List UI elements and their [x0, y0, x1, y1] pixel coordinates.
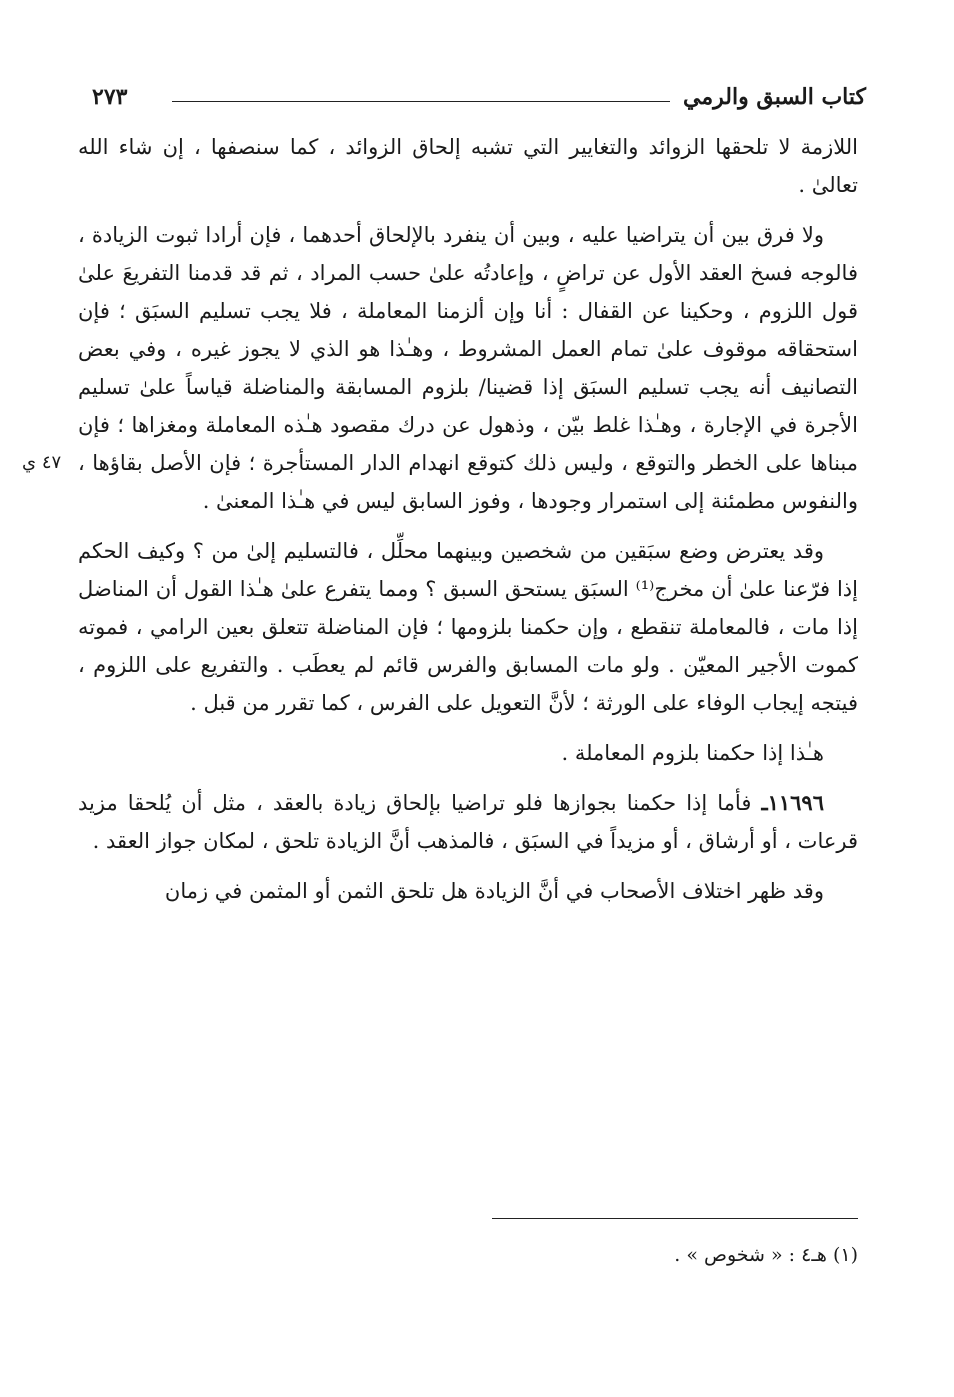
page-header: [92, 84, 866, 118]
numbered-paragraph: [78, 784, 858, 860]
paragraph: وقد يعترض وضع سبَقين من شخصين وبينهما محلِّل ، فالتسليم إلىٰ من ؟ وكيف الحكم إذا فرّعنا علىٰ أن مخرج⁽¹⁾ السبَق يستحق السبق ؟ ومما يتفرع علىٰ هـٰذا القول أن المناضل إذا مات ، فالمعاملة تنقطع ، وإن حكمنا بلزومها ؛ فإن المناضلة تتعلق بعين الرامي ، فموته كموت الأجير المعيّن . ولو مات المسابق والفرس قائم لم يعطَب . والتفريع على اللزوم ، فيتجه إيجاب الوفاء على الورثة ؛ لأنَّ التعويل على الفرس ، كما تقرر من قبل .: [78, 539, 858, 715]
margin-manuscript-note: ٤٧ ي: [22, 452, 62, 473]
header-rule: [172, 101, 670, 102]
main-text: [78, 128, 858, 922]
footnote: (١) هـ٤ : « شخوص » .: [674, 1244, 858, 1266]
paragraph-text: فأما إذا حكمنا بجوازها فلو تراضيا بإلحاق زيادة بالعقد ، مثل أن يُلحقا مزيد قرعات ، أو أرشاق ، أو مزيداً في السبَق ، فالمذهب أنَّ الزيادة تلحق ، لمكان جواز العقد .: [78, 791, 858, 853]
page-number: ٢٧٣: [92, 84, 128, 110]
paragraph-number: ١١٦٩٦ـ: [761, 790, 824, 815]
paragraph-continuation: اللازمة لا تلحقها الزوائد والتغايير التي تشبه إلحاق الزوائد ، كما سنصفها ، إن شاء الله تعالىٰ .: [78, 135, 858, 197]
paragraph: هـٰذا إذا حكمنا بلزوم المعاملة .: [561, 741, 824, 765]
paragraph: ولا فرق بين أن يتراضيا عليه ، وبين أن ينفرد بالإلحاق أحدهما ، فإن أرادا ثبوت الزيادة ، فالوجه فسخ العقد الأول عن تراضٍ ، وإعادتُه علىٰ حسب المراد ، ثم قد قدمنا التفريعَ علىٰ قول اللزوم ، وحكينا عن القفال : أنا وإن ألزمنا المعاملة ، فلا يجب تسليم السبَق ؛ فإن استحقاقه موقوف علىٰ تمام العمل المشروط ، وهـٰذا هو الذي لا يجوز غيره ، وفي بعض التصانيف أنه يجب تسليم السبَق إذا قضينا/ بلزوم المسابقة والمناضلة قياساً علىٰ تسليم الأجرة في الإجارة ، وهـٰذا غلط بيّن ، وذهول عن درك مقصود هـٰذه المعاملة ومغزاها ؛ فإن مبناها على الخطر والتوقع ، وليس ذلك كتوقع انهدام الدار المستأجرة ؛ فإن الأصل بقاؤها ، والنفوس مطمئنة إلى استمرار وجودها ، وفوز السابق ليس في هـٰذا المعنىٰ .: [78, 223, 858, 513]
paragraph: وقد ظهر اختلاف الأصحاب في أنَّ الزيادة هل تلحق الثمن أو المثمن في زمان: [164, 879, 824, 903]
footnote-rule: [492, 1218, 858, 1219]
running-title: كتاب السبق والرمي: [683, 84, 866, 110]
